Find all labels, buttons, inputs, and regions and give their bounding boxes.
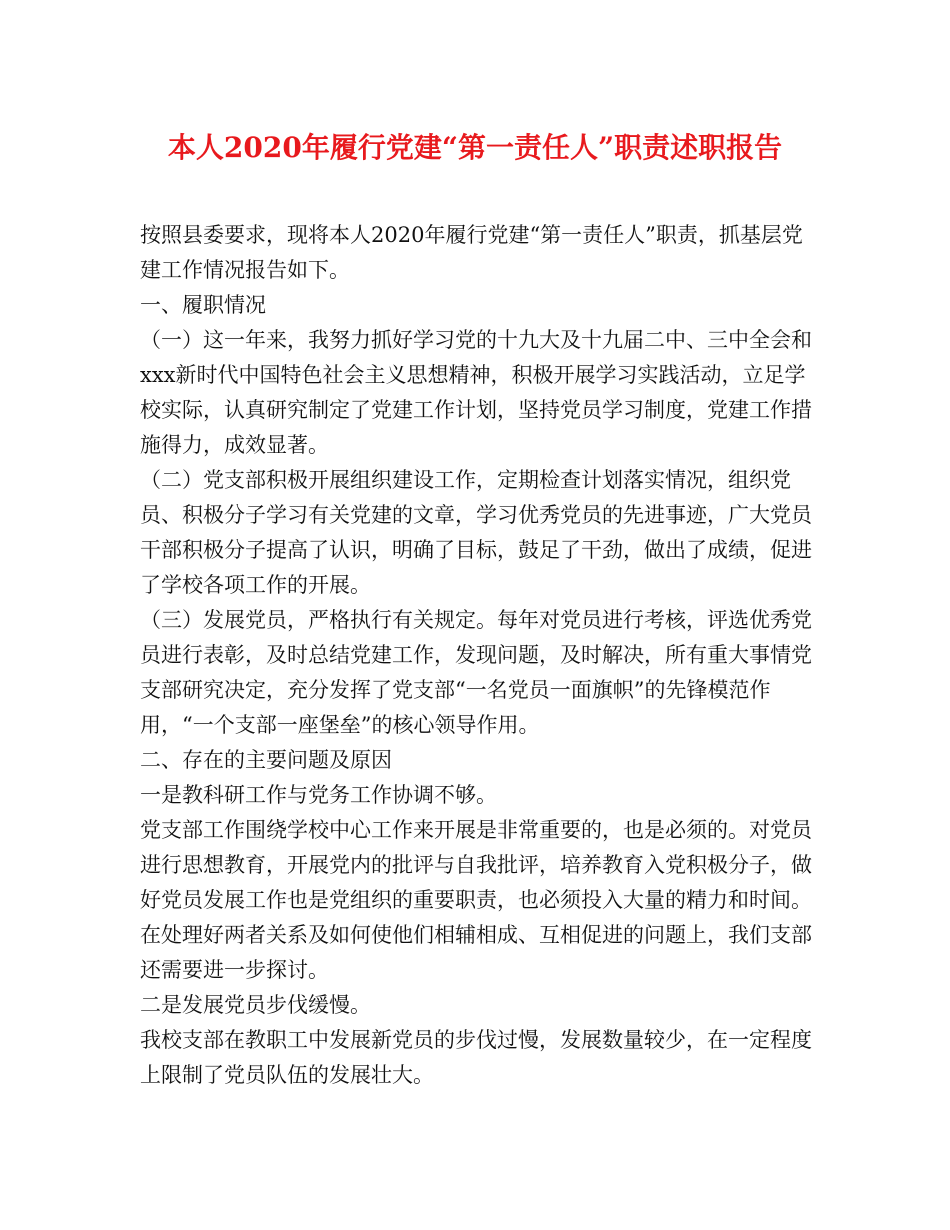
document-title: 本人2020年履行党建“第一责任人”职责述职报告 [167, 131, 783, 164]
paragraph-intro: 按照县委要求，现将本人2020年履行党建“第一责任人”职责，抓基层党建工作情况报告如下。 [140, 223, 803, 282]
section-heading-2: 二、存在的主要问题及原因 [140, 748, 392, 772]
paragraph-item-3: （三）发展党员，严格执行有关规定。每年对党员进行考核，评选优秀党员进行表彰，及时总结党建工作，发现问题，及时解决，所有重大事情党支部研究决定，充分发挥了党支部“一名党员一面旗帜”的先锋模范作用，“一个支部一座堡垒”的核心领导作用。 [140, 608, 812, 737]
problem-paragraph-2: 我校支部在教职工中发展新党员的步伐过慢，发展数量较少，在一定程度上限制了党员队伍的发展壮大。 [140, 1028, 812, 1087]
section-heading-1: 一、履职情况 [140, 293, 266, 317]
problem-heading-1: 一是教科研工作与党务工作协调不够。 [140, 783, 497, 807]
paragraph-item-2: （二）党支部积极开展组织建设工作，定期检查计划落实情况，组织党员、积极分子学习有关党建的文章，学习优秀党员的先进事迹，广大党员干部积极分子提高了认识，明确了目标，鼓足了干劲，做出了成绩，促进了学校各项工作的开展。 [140, 468, 812, 597]
problem-paragraph-1: 党支部工作围绕学校中心工作来开展是非常重要的，也是必须的。对党员进行思想教育，开展党内的批评与自我批评，培养教育入党积极分子，做好党员发展工作也是党组织的重要职责，也必须投入大量的精力和时间。在处理好两者关系及如何使他们相辅相成、互相促进的问题上，我们支部还需要进一步探讨。 [140, 818, 812, 982]
paragraph-item-1: （一）这一年来，我努力抓好学习党的十九大及十九届二中、三中全会和xxx新时代中国特色社会主义思想精神，积极开展学习实践活动，立足学校实际，认真研究制定了党建工作计划，坚持党员学习制度，党建工作措施得力，成效显著。 [140, 328, 812, 457]
document-body [140, 218, 815, 1093]
problem-heading-2: 二是发展党员步伐缓慢。 [140, 993, 371, 1017]
